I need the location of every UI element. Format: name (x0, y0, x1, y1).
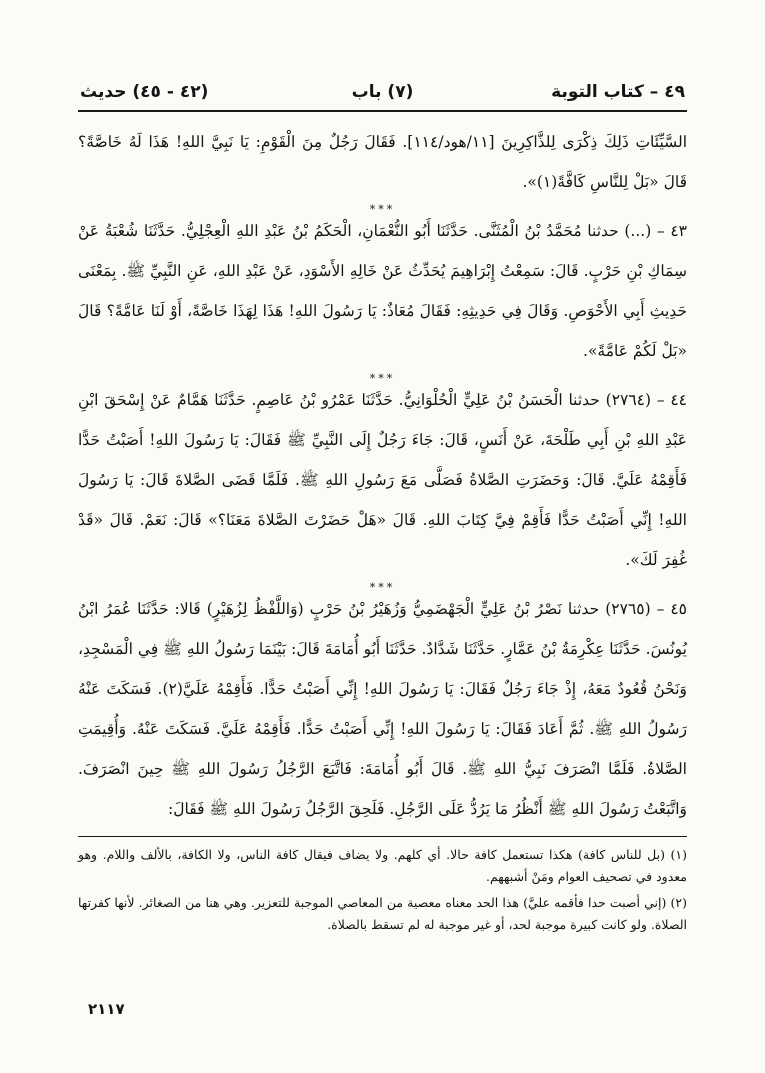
hadith-44: ٤٤ – (٢٧٦٤) حدثنا الْحَسَنُ بْنُ عَلِيٍّ الْحُلْوَانِيُّ. حَدَّثَنَا عَمْرُو بْنُ عَاصِمٍ. حَدَّثَنَا هَمَّامٌ عَنْ إِسْحَقَ ابْنِ عَبْدِ اللهِ بْنِ أَبِي طَلْحَةَ، عَنْ أَنَسٍ، قَالَ: جَاءَ رَجُلٌ إِلَى النَّبِيِّ ﷺ فَقَالَ: يَا رَسُولَ اللهِ! أَصَبْتُ حَدًّا فَأَقِمْهُ عَلَيَّ. قَالَ: وَحَضَرَتِ الصَّلاةُ فَصَلَّى مَعَ رَسُولِ اللهِ ﷺ. فَلَمَّا قَضَى الصَّلاةَ قَالَ: يَا رَسُولَ اللهِ! إِنِّي أَصَبْتُ حَدًّا فَأَقِمْ فِيَّ كِتَابَ اللهِ. قَالَ «هَلْ حَضَرْتَ الصَّلاةَ مَعَنَا؟» قَالَ: نَعَمْ. قَالَ «قَدْ غُفِرَ لَكَ». (78, 391, 687, 569)
hadith-45: ٤٥ – (٢٧٦٥) حدثنا نَصْرُ بْنُ عَلِيٍّ الْجَهْضَمِيُّ وَزُهَيْرُ بْنُ حَرْبٍ (وَاللَّفْظُ لِزُهَيْرٍ) قَالا: حَدَّثَنَا عُمَرُ ابْنُ يُونُسَ. حَدَّثَنَا عِكْرِمَةُ بْنُ عَمَّارٍ. حَدَّثَنَا شَدَّادٌ. حَدَّثَنَا أَبُو أُمَامَةَ قَالَ: بَيْنَمَا رَسُولُ اللهِ ﷺ فِي الْمَسْجِدِ، وَنَحْنُ قُعُودٌ مَعَهُ، إِذْ جَاءَ رَجُلٌ فَقَالَ: يَا رَسُولَ اللهِ! إِنِّي أَصَبْتُ حَدًّا. فَأَقِمْهُ عَلَيَّ(٢). فَسَكَتَ عَنْهُ رَسُولُ اللهِ ﷺ. ثُمَّ أَعَادَ فَقَالَ: يَا رَسُولَ اللهِ! إِنِّي أَصَبْتُ حَدًّا. فَأَقِمْهُ عَلَيَّ. فَسَكَتَ عَنْهُ. وَأُقِيمَتِ الصَّلاةُ. فَلَمَّا انْصَرَفَ نَبِيُّ اللهِ ﷺ. قَالَ أَبُو أُمَامَةَ: فَاتَّبَعَ الرَّجُلُ رَسُولَ اللهِ ﷺ حِينَ انْصَرَفَ. وَاتَّبَعْتُ رَسُولَ اللهِ ﷺ أَنْظُرُ مَا يَرُدُّ عَلَى الرَّجُلِ. فَلَحِقَ الرَّجُلُ رَسُولَ اللهِ ﷺ فَقَالَ: (78, 600, 688, 818)
hadith-range: (٤٢ - ٤٥) حديث (80, 82, 209, 102)
header-divider (78, 110, 687, 112)
footnote-divider (78, 836, 687, 837)
section-separator: *** (369, 581, 396, 594)
page-number: ٢١١٧ (88, 1000, 125, 1018)
section-separator: *** (369, 372, 396, 385)
book-title: ٤٩ – كتاب التوبة (551, 82, 685, 102)
footnote-2: (٢) (إني أصبت حدا فأقمه عليَّ) هذا الحد معناه معصية من المعاصي الموجبة للتعزير. وهي هنا من الصغائر. لأنها كفرتها الصلاة. ولو كانت كبيرة موجبة لحد، أو غير موجبة له لم تسقط بالصلاة. (78, 895, 687, 932)
chapter-label: (٧) باب (351, 82, 414, 102)
section-separator: *** (369, 203, 396, 216)
footnote-1: (١) (بل للناس كافة) هكذا تستعمل كافة حالا. أي كلهم. ولا يضاف فيقال كافة الناس، ولا الكافة، بالألف واللام. وهو معدود في تصحيف العوام ومَنْ أشبههم. (78, 847, 687, 884)
running-header (78, 78, 687, 108)
hadith-43: ٤٣ – (...) حدثنا مُحَمَّدُ بْنُ الْمُثَنَّى. حَدَّثَنَا أَبُو النُّعْمَانِ، الْحَكَمُ بْنُ عَبْدِ اللهِ الْعِجْلِيُّ. حَدَّثَنَا شُعْبَةُ عَنْ سِمَاكِ بْنِ حَرْبٍ. قَالَ: سَمِعْتُ إِبْرَاهِيمَ يُحَدِّثُ عَنْ خَالِهِ الأَسْوَدِ، عَنْ عَبْدِ اللهِ، عَنِ النَّبِيِّ ﷺ. بِمَعْنَى حَدِيثِ أَبِي الأَحْوَصِ. وَقَالَ فِي حَدِيثِهِ: فَقَالَ مُعَاذٌ: يَا رَسُولَ اللهِ! هَذَا لِهَذَا خَاصَّةً، أَوْ لَنَا عَامَّةً؟ قَالَ «بَلْ لَكُمْ عَامَّةً». (78, 222, 687, 360)
main-text (78, 122, 687, 829)
footnotes (78, 844, 687, 940)
continuation-paragraph: السَّيِّئَاتِ ذَلِكَ ذِكْرَى لِلذَّاكِرِينَ [١١/هود/١١٤]. فَقَالَ رَجُلٌ مِنَ الْقَوْمِ: يَا نَبِيَّ اللهِ! هَذَا لَهُ خَاصَّةً؟ قَالَ «بَلْ لِلنَّاسِ كَافَّةً(١)». (78, 133, 687, 191)
